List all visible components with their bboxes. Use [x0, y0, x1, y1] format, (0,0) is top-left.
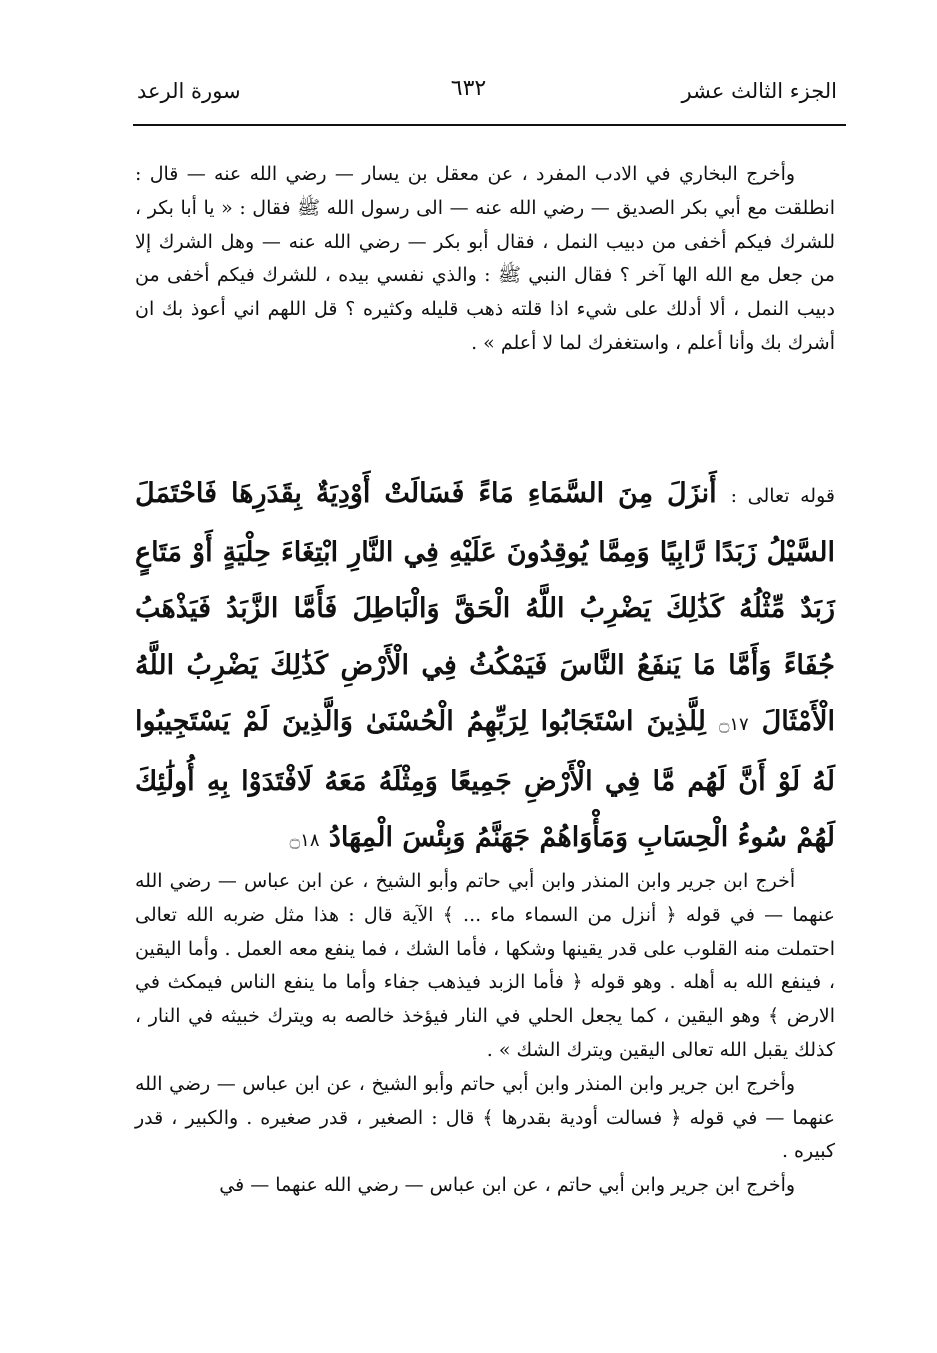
tafsir-paragraph-3: وأخرج ابن جرير وابن أبي حاتم ، عن ابن عباس — رضي الله عنهما — في — [219, 1174, 796, 1197]
tafsir-paragraph-1: أخرج ابن جرير وابن المنذر وابن أبي حاتم وأبو الشيخ ، عن ابن عباس — رضي الله عنهما — في قوله ﴿ أنزل من السماء ماء ... ﴾ الآية قال : هذا مثل ضربه الله تعالى احتملت منه القلوب على قدر يقينها وشكها ، فأما الشك ، فما ينفع معه العمل . وأما اليقين ، فينفع الله به أهله . وهو قوله ﴿ فأما الزبد فيذهب جفاء وأما ما ينفع الناس فيمكث في الارض ﴾ وهو اليقين ، كما يجعل الحلي في النار فيؤخذ خالصه به ويترك خبيثه في النار ، كذلك يقبل الله تعالى اليقين ويترك الشك » . — [135, 870, 835, 1061]
page-number: ٦٣٢ — [450, 76, 487, 101]
ayah-number-18: ۝١٨ — [289, 830, 320, 851]
paragraph-text: وأخرج البخاري في الادب المفرد ، عن معقل بن يسار — رضي الله عنه — قال : انطلقت مع أبي بكر الصديق — رضي الله عنه — الى رسول الله ﷺ فقال : « يا أبا بكر ، للشرك فيكم أخفى من دبيب النمل ، فقال أبو بكر — رضي الله عنه — وهل الشرك إلا من جعل مع الله الها آخر ؟ فقال النبي ﷺ : والذي نفسي بيده ، للشرك فيكم أخفى من دبيب النمل ، ألا أدلك على شيء اذا قلته ذهب قليله وكثيره ؟ قل اللهم اني أعوذ بك ان أشرك بك وأنا أعلم ، واستغفرك لما لا أعلم » . — [135, 163, 835, 354]
ayah-number-17: ۝١٧ — [718, 714, 749, 735]
tafsir-paragraph-2: وأخرج ابن جرير وابن المنذر وابن أبي حاتم وأبو الشيخ ، عن ابن عباس — رضي الله عنهما — في قوله ﴿ فسالت أودية بقدرها ﴾ قال : الصغير ، قدر صغيره . والكبير ، قدر كبيره . — [135, 1072, 835, 1163]
header-rule — [133, 124, 846, 126]
hadith-paragraph — [135, 158, 835, 361]
verse-text-17: أَنزَلَ مِنَ السَّمَاءِ مَاءً فَسَالَتْ أَوْدِيَةٌ بِقَدَرِهَا فَاحْتَمَلَ السَّيْلُ زَبَدًا رَّابِيًا وَمِمَّا يُوقِدُونَ عَلَيْهِ فِي النَّارِ ابْتِغَاءَ حِلْيَةٍ أَوْ مَتَاعٍ زَبَدٌ مِّثْلُهُ كَذَٰلِكَ يَضْرِبُ اللَّهُ الْحَقَّ وَالْبَاطِلَ فَأَمَّا الزَّبَدُ فَيَذْهَبُ جُفَاءً وَأَمَّا مَا يَنفَعُ النَّاسَ فَيَمْكُثُ فِي الْأَرْضِ كَذَٰلِكَ يَضْرِبُ اللَّهُ الْأَمْثَالَ — [135, 478, 835, 737]
quran-verses — [135, 466, 835, 870]
running-header-surah: سورة الرعد — [137, 79, 241, 103]
verse-text-18: لِلَّذِينَ اسْتَجَابُوا لِرَبِّهِمُ الْحُسْنَىٰ وَالَّذِينَ لَمْ يَسْتَجِيبُوا لَهُ لَوْ أَنَّ لَهُم مَّا فِي الْأَرْضِ جَمِيعًا وَمِثْلَهُ مَعَهُ لَافْتَدَوْا بِهِ أُولَٰئِكَ لَهُمْ سُوءُ الْحِسَابِ وَمَأْوَاهُمْ جَهَنَّمُ وَبِئْسَ الْمِهَادُ — [135, 706, 835, 853]
verse-intro: قوله تعالى : — [730, 485, 835, 507]
running-header-part: الجزء الثالث عشر — [681, 79, 837, 103]
tafsir-section — [135, 865, 835, 1203]
